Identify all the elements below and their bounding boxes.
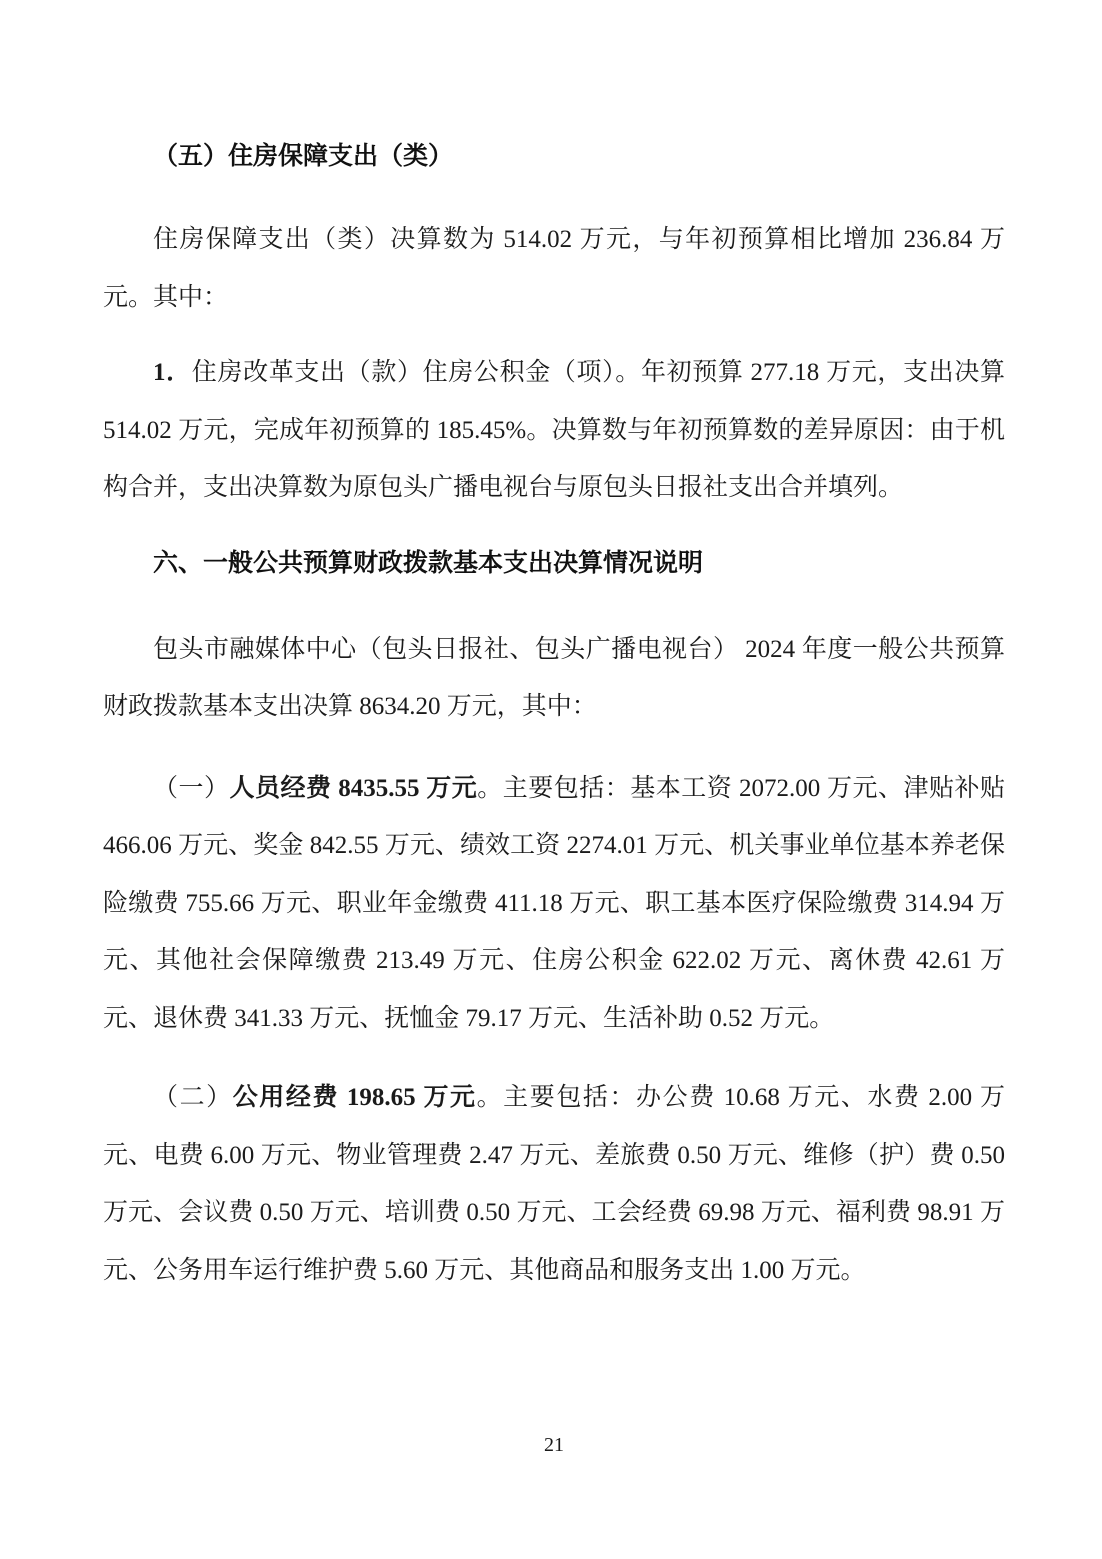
text-run: 住房保障支出（类）决算数为 514.02 万元，与年初预算相比增加 236.84 万元。其中： [103, 226, 1005, 311]
text-run: （一） [153, 774, 230, 802]
bold-amount-personnel: 人员经费 8435.55 万元 [229, 774, 478, 802]
text-run: 。主要包括：办公费 10.68 万元、水费 2.00 万元、电费 6.00 万元、物业管理费 2.47 万元、差旅费 0.50 万元、维修（护）费 0.50 万元、会议费 0.50 万元、培训费 0.50 万元、工会经费 69.98 万元、福利费 98.91 万元、公务用车运行维护费 5.60 万元、其他商品和服务支出 1.00 万元。 [103, 1084, 1005, 1284]
paragraph-housing-summary [103, 211, 1005, 326]
section-heading-housing-security: （五）住房保障支出（类） [153, 142, 454, 170]
paragraph-personnel-expense [103, 760, 1005, 1048]
section-heading-basic-expenditure: 六、一般公共预算财政拨款基本支出决算情况说明 [153, 548, 704, 577]
text-run: 。主要包括：基本工资 2072.00 万元、津贴补贴 466.06 万元、奖金 842.55 万元、绩效工资 2274.01 万元、机关事业单位基本养老保险缴费 755.66 万元、职业年金缴费 411.18 万元、职工基本医疗保险缴费 314.94 万元、其他社会保障缴费 213.49 万元、住房公积金 622.02 万元、离休费 42.61 万元、退休费 341.33 万元、抚恤金 79.17 万元、生活补助 0.52 万元。 [103, 774, 1005, 1032]
text-run: （二） [153, 1084, 233, 1111]
text-run: 包头市融媒体中心（包头日报社、包头广播电视台） 2024 年度一般公共预算财政拨款基本支出决算 8634.20 万元，其中： [103, 635, 1005, 720]
page-number: 21 [544, 1434, 564, 1456]
list-item-number: 1． [153, 359, 192, 386]
text-run: 住房改革支出（款）住房公积金（项）。年初预算 277.18 万元，支出决算 514.02 万元，完成年初预算的 185.45%。决算数与年初预算数的差异原因：由于机构合并，支出决算数为原包头广播电视台与原包头日报社支出合并填列。 [103, 359, 1005, 501]
paragraph-basic-expenditure-intro [103, 621, 1005, 736]
paragraph-public-expense [103, 1069, 1005, 1299]
paragraph-housing-item1 [103, 344, 1005, 517]
bold-amount-public: 公用经费 198.65 万元 [232, 1084, 477, 1111]
